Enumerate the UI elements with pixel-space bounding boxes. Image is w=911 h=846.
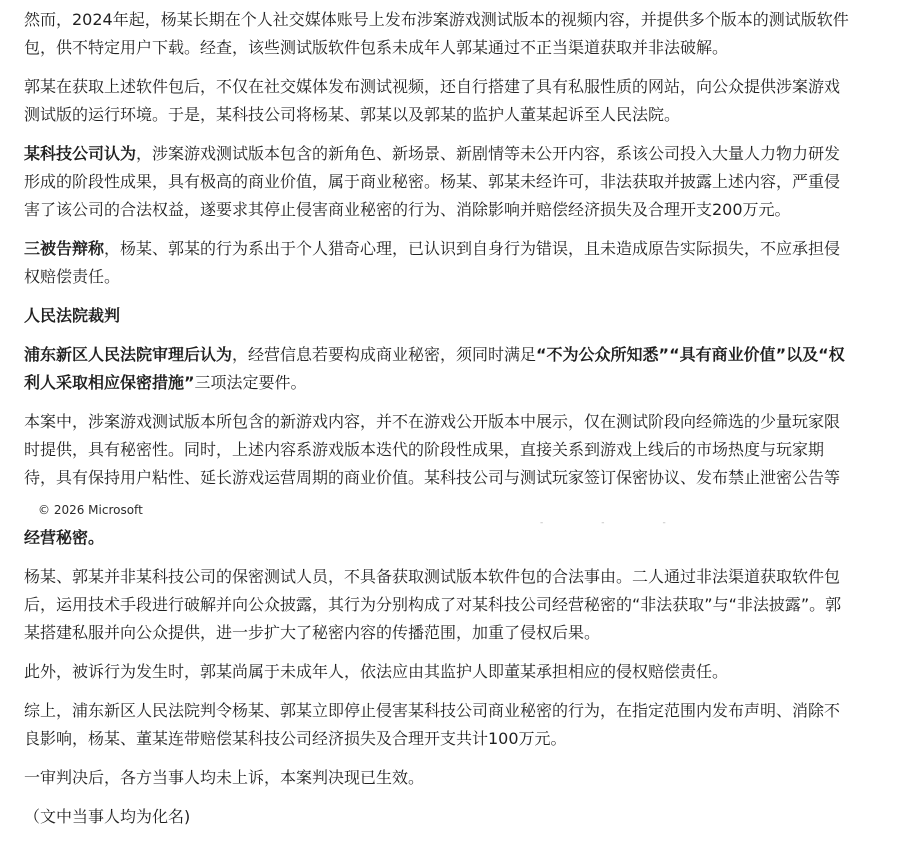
paragraph-5: 浦东新区人民法院审理后认为，经营信息若要构成商业秘密，须同时满足“不为公众所知悉”“具有商业价值”以及“权 利人采取相应保密措施”三项法定要件。 [24, 345, 845, 392]
paragraph-11: 一审判决后，各方当事人均未上诉，本案判决现已生效。 [24, 768, 425, 787]
plaintiff-claim-lead: 某科技公司认为 [24, 144, 137, 163]
article-body-continued [24, 524, 894, 831]
page-break-marks: --- [540, 518, 724, 528]
paragraph-10: 综上，浦东新区人民法院判令杨某、郭某立即停止侵害某科技公司商业秘密的行为，在指定范围内发布声明、消除不 良影响，杨某、董某连带赔偿某科技公司经济损失及合理开支共计100万元。 [24, 701, 841, 748]
section-heading: 人民法院裁判 [24, 306, 121, 325]
paragraph-3: 某科技公司认为，涉案游戏测试版本包含的新角色、新场景、新剧情等未公开内容，系该公司投入大量人力物力研发 形成的阶段性成果，具有极高的商业价值，属于商业秘密。杨某、郭某未经许可，非法获取并披露上述内容，严重侵 害了该公司的合法权益，遂要求其停止侵害商业秘密的行为、消除影响并赔偿经济损失及合理开支200万元。 [24, 144, 841, 219]
paragraph-2: 郭某在获取上述软件包后，不仅在社交媒体发布测试视频，还自行搭建了具有私服性质的网站，向公众提供涉案游戏 测试版的运行环境。于是，某科技公司将杨某、郭某以及郭某的监护人董某起诉至人民法院。 [24, 77, 841, 124]
paragraph-1: 然而，2024年起，杨某长期在个人社交媒体账号上发布涉案游戏测试版本的视频内容，并提供多个版本的测试版软件 包，供不特定用户下载。经查，该些测试版软件包系未成年人郭某通过不正当渠道获取并非法破解。 [24, 10, 849, 57]
defense-lead: 三被告辩称 [24, 239, 105, 258]
paragraph-8: 杨某、郭某并非某科技公司的保密测试人员，不具备获取测试版本软件包的合法事由。二人通过非法渠道获取软件包 后，运用技术手段进行破解并向公众披露，其行为分别构成了对某科技公司经营秘密的“非法获取”与“非法披露”。郭 某搭建私服并向公众提供，进一步扩大了秘密内容的传播范围，加重了侵权后果。 [24, 567, 842, 642]
paragraph-7: 经营秘密。 [24, 528, 105, 547]
paragraph-6: 本案中，涉案游戏测试版本所包含的新游戏内容，并不在游戏公开版本中展示，仅在测试阶段向经筛选的少量玩家限 时提供，具有秘密性。同时，上述内容系游戏版本迭代的阶段性成果，直接关系到游戏上线后的市场热度与玩家期 待，具有保持用户粘性、延长游戏运营周期的商业价值。某科技公司与测试玩家签订保密协议、发布禁止泄密公告等 [24, 412, 841, 487]
copyright-label: © 2026 Microsoft [38, 502, 149, 518]
article-body [24, 6, 894, 492]
paragraph-4: 三被告辩称，杨某、郭某的行为系出于个人猎奇心理，已认识到自身行为错误，且未造成原告实际损失，不应承担侵 权赔偿责任。 [24, 239, 841, 286]
paragraph-12: （文中当事人均为化名) [24, 807, 191, 826]
court-opinion-lead: 浦东新区人民法院审理后认为 [24, 345, 233, 364]
paragraph-9: 此外，被诉行为发生时，郭某尚属于未成年人，依法应由其监护人即董某承担相应的侵权赔偿责任。 [24, 662, 729, 681]
